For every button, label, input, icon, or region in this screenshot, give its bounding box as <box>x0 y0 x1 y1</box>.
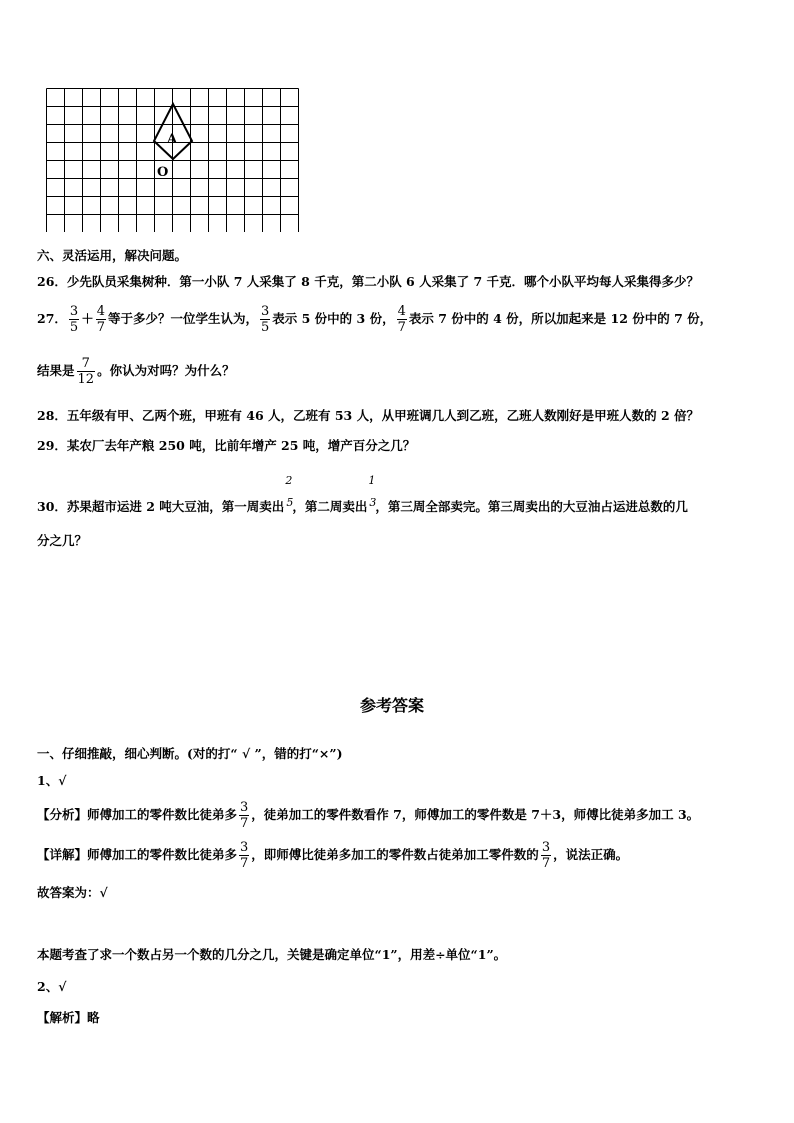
q27-text-1: 等于多少？一位学生认为， <box>107 311 258 326</box>
shape-label-a: A <box>167 132 178 147</box>
fraction-3-7-a: $\frac{3}{7}$ <box>240 800 249 831</box>
question-26: 26．少先队员采集树种．第一小队 7 人采集了 8 千克，第二小队 6 人采集了 7 千克．哪个小队平均每人采集得多少？ <box>37 274 700 289</box>
answer-1-note: 本题考查了求一个数占另一个数的几分之几，关键是确定单位“1”，用差÷单位“1”。 <box>37 947 507 962</box>
answer-1-analysis <box>37 800 699 831</box>
answer-1: 1、√ <box>37 773 67 788</box>
q30-text-2: ，第二周卖出 <box>292 499 368 514</box>
a1-detail-text-1: 【详解】师傅加工的零件数比徒弟多 <box>37 847 238 862</box>
q30-text-1: 30．苏果超市运进 2 吨大豆油，第一周卖出 <box>37 499 285 514</box>
question-30-line2: 分之几？ <box>37 533 88 548</box>
fraction-7-12: $\frac{7}{12}$ <box>77 356 95 387</box>
fraction-3-5-b: $\frac{3}{5}$ <box>261 304 270 335</box>
section-6-heading: 六、灵活运用，解决问题。 <box>37 248 188 263</box>
q30-text-3: ，第三周全部卖完。第三周卖出的大豆油占运进总数的几 <box>375 499 688 514</box>
fraction-2-5-slanted: 2 5 <box>285 474 294 509</box>
grid-figure <box>46 88 300 232</box>
fraction-4-7: $\frac{4}{7}$ <box>96 304 105 335</box>
answers-section-1: 一、仔细推敲，细心判断。(对的打“ √ ”，错的打“×”) <box>37 746 343 761</box>
a1-analysis-text-2: ，徒弟加工的零件数看作 7，师傅加工的零件数是 7＋3，师傅比徒弟多加工 3。 <box>251 807 700 822</box>
origin-label-o: O <box>157 165 169 180</box>
fraction-1-3-slanted: 1 3 <box>368 474 377 509</box>
answers-title: 参考答案 <box>360 696 425 715</box>
answer-1-conclusion: 故答案为：√ <box>37 885 108 900</box>
question-27-line1 <box>37 304 712 335</box>
answer-1-detail <box>37 840 628 871</box>
fraction-4-7-b: $\frac{4}{7}$ <box>397 304 406 335</box>
fraction-3-5: $\frac{3}{5}$ <box>69 304 79 335</box>
fraction-3-7-c: $\frac{3}{7}$ <box>541 840 551 871</box>
answer-2: 2、√ <box>37 979 67 994</box>
a1-detail-text-2: ，即师傅比徒弟多加工的零件数占徒弟加工零件数的 <box>251 847 539 862</box>
question-29: 29．某农厂去年产粮 250 吨，比前年增产 25 吨，增产百分之几？ <box>37 438 416 453</box>
answer-2-analysis: 【解析】略 <box>37 1010 100 1025</box>
a1-detail-text-3: ，说法正确。 <box>553 847 629 862</box>
fraction-3-7-b: $\frac{3}{7}$ <box>240 840 249 871</box>
q27-text-5: 。你认为对吗？为什么？ <box>97 363 235 378</box>
question-28: 28．五年级有甲、乙两个班，甲班有 46 人，乙班有 53 人，从甲班调几人到乙班，乙班人数刚好是甲班人数的 2 倍？ <box>37 408 699 423</box>
question-30-line1 <box>37 474 688 515</box>
q27-text-2: 表示 5 份中的 3 份， <box>272 311 395 326</box>
plus-sign: ＋ <box>81 311 94 326</box>
q27-text-3: 表示 7 份中的 4 份，所以加起来是 12 份中的 7 份， <box>408 311 713 326</box>
a1-analysis-text-1: 【分析】师傅加工的零件数比徒弟多 <box>37 807 238 822</box>
q27-number: 27． <box>37 311 67 326</box>
q27-text-4: 结果是 <box>37 363 75 378</box>
question-27-line2 <box>37 356 235 387</box>
